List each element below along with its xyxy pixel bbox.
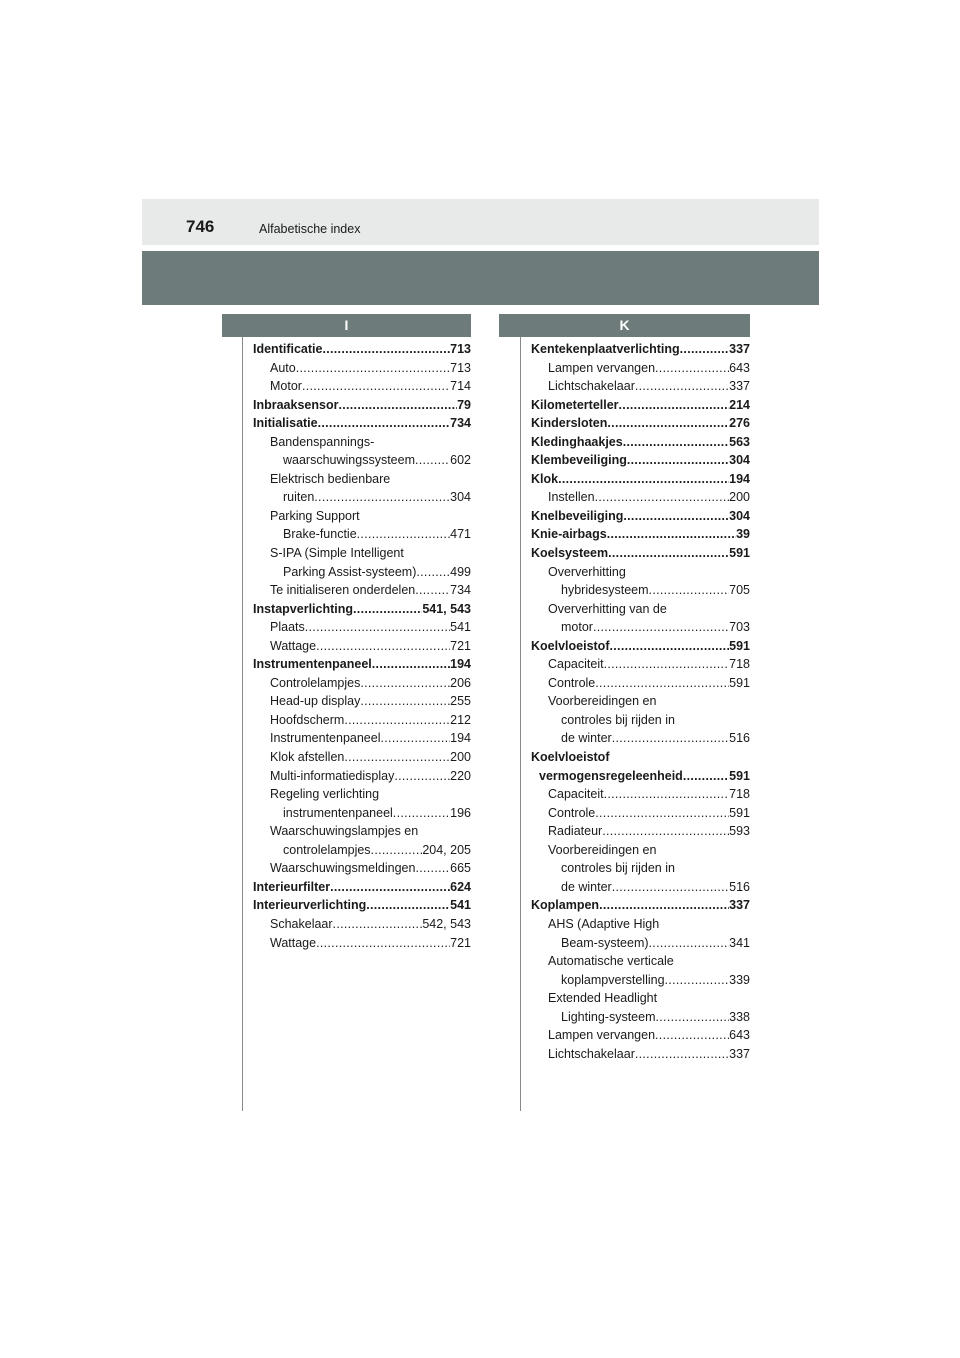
- index-subentry: [531, 674, 750, 693]
- entry-term: Koelvloeistof: [531, 750, 610, 765]
- entry-term: Identificatie: [253, 342, 323, 356]
- page-reference: 200: [729, 490, 750, 505]
- entry-term: controles bij rijden in: [561, 861, 675, 876]
- entry-term: Waarschuwingslampjes en: [270, 824, 419, 839]
- entry-term: Interieurfilter: [253, 879, 331, 894]
- index-subentry: [531, 934, 750, 953]
- index-subentry: [531, 618, 750, 637]
- entry-term: Controle: [548, 675, 596, 690]
- dot-leader: [330, 878, 450, 897]
- page-reference: 541: [450, 620, 471, 635]
- page-reference: 341: [729, 935, 750, 950]
- entry-term: Interieurverlichting: [253, 898, 367, 913]
- entry-term: koplampverstelling: [561, 972, 665, 987]
- index-subentry: [531, 488, 750, 507]
- page-reference: 337: [729, 342, 750, 356]
- entry-term: Plaats: [270, 620, 305, 635]
- column-rule-right: [520, 337, 521, 1111]
- index-entry: [531, 767, 750, 786]
- page-reference: 541: [450, 898, 471, 913]
- dot-leader: [635, 1045, 729, 1064]
- page-reference: 276: [729, 416, 750, 431]
- entry-term: Te initialiseren onderdelen: [270, 583, 416, 598]
- page-reference: 665: [450, 861, 471, 876]
- index-entry: [531, 544, 750, 563]
- entry-term: hybridesysteem: [561, 583, 649, 598]
- index-subentry: [253, 934, 471, 953]
- dot-leader: [357, 525, 450, 544]
- index-entry: [531, 340, 750, 359]
- page-reference: 718: [729, 787, 750, 802]
- dot-leader: [558, 470, 729, 489]
- entry-term: ruiten: [283, 490, 315, 505]
- index-column-i: [253, 340, 471, 952]
- dot-leader: [415, 859, 450, 878]
- page-reference: 196: [450, 805, 471, 820]
- dot-leader: [683, 767, 729, 786]
- index-subentry: [253, 767, 471, 786]
- entry-term: Wattage: [270, 935, 317, 950]
- dot-leader: [665, 971, 730, 990]
- entry-term: Koelvloeistof: [531, 638, 610, 653]
- dot-leader: [394, 767, 450, 786]
- index-subentry: [253, 563, 471, 582]
- index-entry: [531, 470, 750, 489]
- page-reference: 39: [736, 527, 750, 542]
- page-reference: 718: [729, 657, 750, 672]
- entry-term: Auto: [270, 360, 296, 375]
- entry-term: controlelampjes: [283, 842, 371, 857]
- dot-leader: [595, 674, 729, 693]
- index-subentry: [253, 618, 471, 637]
- index-subentry: [531, 359, 750, 378]
- dot-leader: [322, 340, 450, 359]
- index-entry: [253, 340, 471, 359]
- dot-leader: [595, 488, 730, 507]
- index-entry: [531, 896, 750, 915]
- dot-leader: [344, 711, 450, 730]
- entry-term: Extended Headlight: [548, 991, 658, 1006]
- page-reference: 338: [729, 1009, 750, 1024]
- dot-leader: [371, 841, 423, 860]
- index-subentry: [253, 581, 471, 600]
- dot-leader: [416, 563, 450, 582]
- dot-leader: [604, 785, 730, 804]
- dot-leader: [393, 804, 450, 823]
- dot-leader: [314, 488, 450, 507]
- page-reference: 337: [729, 379, 750, 394]
- entry-term: Koelsysteem: [531, 546, 609, 561]
- entry-term: AHS (Adaptive High: [548, 916, 660, 931]
- entry-term: instrumentenpaneel: [283, 805, 393, 820]
- page-reference: 713: [450, 342, 471, 356]
- dot-leader: [607, 525, 736, 544]
- entry-term: Kentekenplaatverlichting: [531, 342, 680, 356]
- dot-leader: [381, 729, 451, 748]
- entry-term: Instellen: [548, 490, 595, 505]
- entry-term: Capaciteit: [548, 787, 604, 802]
- dot-leader: [599, 896, 729, 915]
- dot-leader: [608, 544, 729, 563]
- index-entry: [531, 507, 750, 526]
- page-reference: 713: [450, 360, 471, 375]
- index-entry: [253, 896, 471, 915]
- dot-leader: [344, 748, 450, 767]
- index-entry: [531, 433, 750, 452]
- entry-term: Klok afstellen: [270, 750, 345, 765]
- entry-term: Radiateur: [548, 824, 603, 839]
- index-subentry: [253, 359, 471, 378]
- entry-term: Motor: [270, 379, 302, 394]
- page-reference: 591: [729, 675, 750, 690]
- dot-leader: [593, 618, 729, 637]
- page-reference: 734: [450, 583, 471, 598]
- dot-leader: [353, 600, 422, 619]
- entry-term: controles bij rijden in: [561, 712, 675, 727]
- page-reference: 721: [450, 638, 471, 653]
- index-subentry: [531, 804, 750, 823]
- index-entry: [531, 637, 750, 656]
- dot-leader: [612, 878, 729, 897]
- index-subentry: [253, 674, 471, 693]
- entry-term: Voorbereidingen en: [548, 694, 657, 709]
- page-reference: 220: [450, 768, 471, 783]
- dot-leader: [655, 359, 729, 378]
- page-reference: 212: [450, 712, 471, 727]
- dot-leader: [360, 674, 450, 693]
- column-rule-left: [242, 337, 243, 1111]
- index-entry: [253, 396, 471, 415]
- page-reference: 206: [450, 675, 471, 690]
- entry-term: S-IPA (Simple Intelligent: [270, 546, 404, 561]
- page-reference: 542, 543: [422, 916, 471, 931]
- entry-term: Brake-functie: [283, 527, 357, 542]
- dot-leader: [635, 377, 729, 396]
- page-reference: 499: [450, 564, 471, 579]
- entry-term: Instapverlichting: [253, 601, 354, 616]
- entry-term: Initialisatie: [253, 416, 318, 431]
- entry-term: Kledinghaakjes: [531, 434, 623, 449]
- page-reference: 593: [729, 824, 750, 839]
- dot-leader: [316, 637, 450, 656]
- index-subentry: [531, 971, 750, 990]
- entry-term: Klembeveiliging: [531, 453, 627, 468]
- entry-term: Multi-informatiedisplay: [270, 768, 395, 783]
- page-reference: 602: [450, 453, 471, 468]
- index-subentry: [253, 377, 471, 396]
- entry-term: waarschuwingssysteem: [283, 453, 415, 468]
- entry-term: Klok: [531, 471, 559, 486]
- entry-term: de winter: [561, 731, 612, 746]
- page-reference: 194: [450, 657, 471, 672]
- page-reference: 591: [729, 768, 750, 783]
- entry-term: Knie-airbags: [531, 527, 607, 542]
- entry-term: Hoofdscherm: [270, 712, 345, 727]
- entry-term: Beam-systeem): [561, 935, 649, 950]
- page-reference: 79: [457, 397, 471, 412]
- entry-term: Kilometerteller: [531, 397, 619, 412]
- entry-term: Lampen vervangen: [548, 1028, 656, 1043]
- entry-term: Lighting-systeem: [561, 1009, 656, 1024]
- page-reference: 703: [729, 620, 750, 635]
- entry-term: Schakelaar: [270, 916, 333, 931]
- entry-term: Wattage: [270, 638, 317, 653]
- header-bar: [142, 199, 819, 245]
- index-subentry: [253, 451, 471, 470]
- entry-term: Controle: [548, 805, 596, 820]
- index-entry: [253, 655, 471, 674]
- index-entry: [253, 600, 471, 619]
- dot-leader: [318, 414, 451, 433]
- page-reference: 516: [729, 879, 750, 894]
- entry-term: Oververhitting van de: [548, 601, 667, 616]
- dot-leader: [655, 1026, 729, 1045]
- letter-tab-i: I: [222, 314, 471, 337]
- index-entry: [531, 525, 750, 544]
- entry-term: motor: [561, 620, 593, 635]
- index-subentry: [253, 488, 471, 507]
- dot-leader: [649, 934, 730, 953]
- index-subentry: [253, 841, 471, 860]
- dot-leader: [607, 414, 729, 433]
- index-subentry: [253, 525, 471, 544]
- index-subentry: [531, 878, 750, 897]
- dot-leader: [366, 896, 450, 915]
- entry-term: Kindersloten: [531, 416, 608, 431]
- index-subentry: [531, 1026, 750, 1045]
- page-reference: 714: [450, 379, 471, 394]
- index-subentry: [531, 785, 750, 804]
- page-reference: 734: [450, 416, 471, 431]
- page-reference: 591: [729, 546, 750, 561]
- dot-leader: [623, 433, 729, 452]
- entry-term: de winter: [561, 879, 612, 894]
- page-reference: 194: [450, 731, 471, 746]
- entry-term: Waarschuwingsmeldingen: [270, 861, 416, 876]
- page-reference: 337: [729, 1046, 750, 1061]
- entry-term: Automatische verticale: [548, 954, 674, 969]
- entry-term: Oververhitting: [548, 564, 626, 579]
- page-number: 746: [186, 217, 215, 236]
- entry-term: Controlelampjes: [270, 675, 361, 690]
- page-reference: 516: [729, 731, 750, 746]
- dot-leader: [415, 451, 450, 470]
- dot-leader: [623, 507, 729, 526]
- dot-leader: [338, 396, 457, 415]
- entry-term: Voorbereidingen en: [548, 842, 657, 857]
- page-reference: 200: [450, 750, 471, 765]
- page-reference: 204, 205: [422, 842, 471, 857]
- index-subentry: [531, 822, 750, 841]
- entry-term: Elektrisch bedienbare: [270, 471, 391, 486]
- dot-leader: [602, 822, 729, 841]
- letter-tab-k: K: [499, 314, 750, 337]
- index-subentry: [531, 1045, 750, 1064]
- index-subentry: [531, 729, 750, 748]
- index-subentry: [531, 377, 750, 396]
- dot-leader: [610, 637, 730, 656]
- dot-leader: [680, 340, 729, 359]
- index-subentry: [253, 729, 471, 748]
- entry-term: Instrumentenpaneel: [270, 731, 381, 746]
- page-reference: 705: [729, 583, 750, 598]
- index-subentry: [253, 711, 471, 730]
- entry-term: Koplampen: [531, 898, 600, 913]
- index-column-k: [531, 340, 750, 1063]
- page-reference: 591: [729, 638, 750, 653]
- page-reference: 304: [729, 508, 750, 523]
- page-reference: 339: [729, 972, 750, 987]
- entry-term: Head-up display: [270, 694, 361, 709]
- dot-leader: [656, 1008, 730, 1027]
- index-entry: [531, 414, 750, 433]
- section-title: Alfabetische index: [259, 222, 361, 236]
- dot-leader: [619, 396, 730, 415]
- page-reference: 643: [729, 1028, 750, 1043]
- page-reference: 541, 543: [422, 601, 471, 616]
- dot-leader: [649, 581, 730, 600]
- page-reference: 471: [450, 527, 471, 542]
- index-subentry: [253, 915, 471, 934]
- page-reference: 591: [729, 805, 750, 820]
- dot-leader: [627, 451, 729, 470]
- page-reference: 721: [450, 935, 471, 950]
- index-subentry: [531, 655, 750, 674]
- page-reference: 214: [729, 397, 750, 412]
- dot-leader: [372, 655, 450, 674]
- entry-term: Lichtschakelaar: [548, 1046, 635, 1061]
- page-reference: 304: [729, 453, 750, 468]
- page-reference: 194: [729, 471, 750, 486]
- index-entry: [531, 451, 750, 470]
- dot-leader: [360, 692, 450, 711]
- entry-term: vermogensregeleenheid: [539, 768, 683, 783]
- index-subentry: [531, 1008, 750, 1027]
- dot-leader: [333, 915, 423, 934]
- dot-leader: [595, 804, 729, 823]
- entry-term: Regeling verlichting: [270, 787, 380, 802]
- index-entry: [253, 878, 471, 897]
- entry-term: Parking Assist-systeem): [283, 564, 417, 579]
- page-reference: 643: [729, 360, 750, 375]
- page-reference: 624: [450, 879, 471, 894]
- entry-term: Parking Support: [270, 508, 360, 523]
- index-subentry: [253, 692, 471, 711]
- dot-leader: [302, 377, 450, 396]
- page-reference: 255: [450, 694, 471, 709]
- index-subentry: [253, 637, 471, 656]
- entry-term: Lampen vervangen: [548, 360, 656, 375]
- index-entry: [531, 396, 750, 415]
- index-entry: [253, 414, 471, 433]
- entry-term: Lichtschakelaar: [548, 379, 635, 394]
- dot-leader: [415, 581, 450, 600]
- entry-term: Capaciteit: [548, 657, 604, 672]
- page-reference: 337: [729, 898, 750, 913]
- page-reference: 304: [450, 490, 471, 505]
- dot-leader: [612, 729, 729, 748]
- page-reference: 563: [729, 434, 750, 449]
- dot-leader: [296, 359, 450, 378]
- dot-leader: [316, 934, 450, 953]
- index-subentry: [253, 859, 471, 878]
- header-band: [142, 251, 819, 305]
- entry-term: Inbraaksensor: [253, 397, 339, 412]
- index-subentry: [531, 581, 750, 600]
- index-subentry: [253, 748, 471, 767]
- dot-leader: [305, 618, 450, 637]
- entry-term: Knelbeveiliging: [531, 508, 624, 523]
- entry-term: Instrumentenpaneel: [253, 657, 372, 672]
- entry-term: Bandenspannings-: [270, 434, 375, 449]
- dot-leader: [604, 655, 730, 674]
- index-subentry: [253, 804, 471, 823]
